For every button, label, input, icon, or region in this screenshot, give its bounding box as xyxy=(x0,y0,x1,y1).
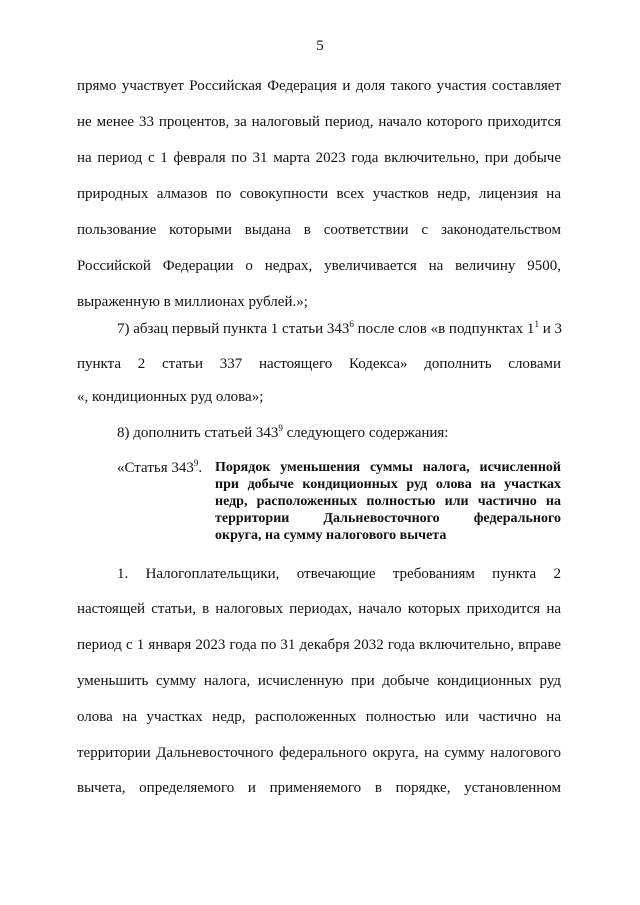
superscript: 6 xyxy=(349,319,354,329)
article-heading-line: округа, на сумму налогового вычета xyxy=(215,528,447,543)
text-line: олова на участках недр, расположенных полностью или частично на xyxy=(77,709,561,725)
article-heading-line: недр, расположенных полностью или частично на xyxy=(215,494,561,509)
text-line: прямо участвует Российская Федерация и доля такого участия составляет xyxy=(77,78,561,94)
article-heading-line: Порядок уменьшения суммы налога, исчисленной xyxy=(215,460,561,475)
text-line: «, кондиционных руд олова»; xyxy=(77,389,264,405)
line-text: следующего содержания: xyxy=(282,425,449,441)
text-line: на период с 1 февраля по 31 марта 2023 года включительно, при добыче xyxy=(77,150,561,166)
line-text: и 3 xyxy=(538,321,562,337)
page-number: 5 xyxy=(316,38,324,54)
text-line: вычета, определяемого и применяемого в порядке, установленном xyxy=(77,780,561,796)
line-text: после слов «в подпунктах 1 xyxy=(353,321,535,337)
text-line xyxy=(117,320,561,338)
article-heading-line: при добыче кондиционных руд олова на участках xyxy=(215,477,561,492)
superscript: 1 xyxy=(534,319,539,329)
text-line: Российской Федерации о недрах, увеличивается на величину 9500, xyxy=(77,258,561,274)
superscript: 9 xyxy=(278,423,283,433)
text-line xyxy=(117,424,561,442)
line-text: «Статья 343 xyxy=(117,460,194,476)
text-line: пункта 2 статьи 337 настоящего Кодекса» дополнить словами xyxy=(77,356,561,372)
article-heading-line: территории Дальневосточного федерального xyxy=(215,511,561,526)
text-line: не менее 33 процентов, за налоговый период, начало которого приходится xyxy=(77,114,561,130)
text-line: 1. Налогоплательщики, отвечающие требованиям пункта 2 xyxy=(117,566,561,582)
line-text: 8) дополнить статьей 343 xyxy=(117,425,279,441)
text-line: пользование которыми выдана в соответствии с законодательством xyxy=(77,222,561,238)
text-line: выраженную в миллионах рублей.»; xyxy=(77,294,308,310)
text-line: настоящей статьи, в налоговых периодах, начало которых приходится на xyxy=(77,601,561,617)
text-line: уменьшить сумму налога, исчисленную при добыче кондиционных руд xyxy=(77,673,561,689)
line-text: . xyxy=(198,460,203,476)
superscript: 9 xyxy=(193,458,199,468)
text-line: период с 1 января 2023 года по 31 декабря 2032 года включительно, вправе xyxy=(77,637,561,653)
article-label xyxy=(117,459,202,477)
text-line: территории Дальневосточного федерального округа, на сумму налогового xyxy=(77,745,561,761)
line-text: 7) абзац первый пункта 1 статьи 343 xyxy=(117,321,350,337)
text-line: природных алмазов по совокупности всех участков недр, лицензия на xyxy=(77,186,561,202)
